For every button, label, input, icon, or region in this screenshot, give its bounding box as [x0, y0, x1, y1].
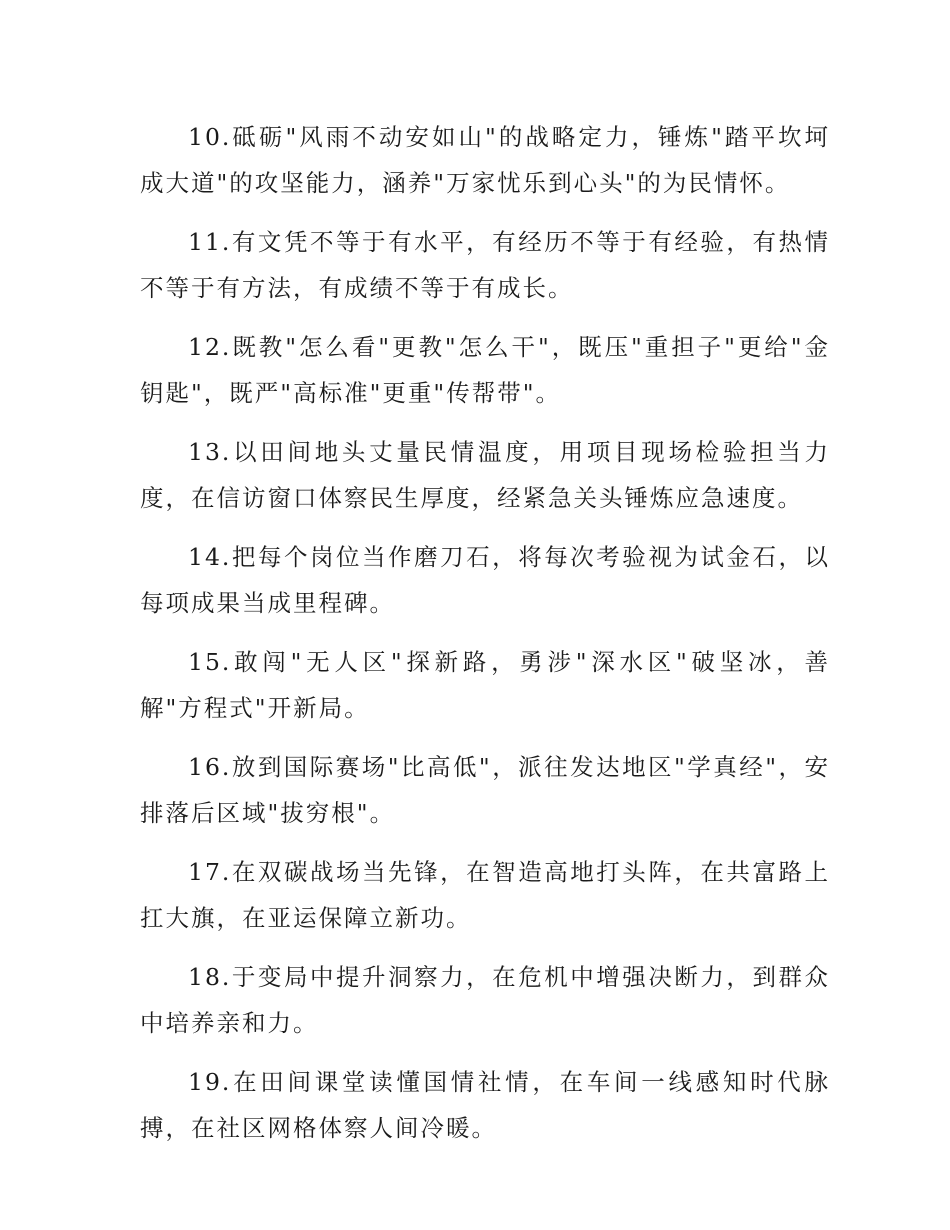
list-item: 11.有文凭不等于有水平，有经历不等于有经验，有热情不等于有方法，有成绩不等于有成长。 — [140, 228, 830, 302]
document-body — [140, 114, 830, 1164]
list-item: 16.放到国际赛场"比高低"，派往发达地区"学真经"，安排落后区域"拔穷根"。 — [140, 753, 830, 827]
list-item: 10.砥砺"风雨不动安如山"的战略定力，锤炼"踏平坎坷成大道"的攻坚能力，涵养"万家忧乐到心头"的为民情怀。 — [140, 123, 830, 197]
list-item: 19.在田间课堂读懂国情社情，在车间一线感知时代脉搏，在社区网格体察人间冷暖。 — [140, 1068, 830, 1142]
list-item: 12.既教"怎么看"更教"怎么干"，既压"重担子"更给"金钥匙"，既严"高标准"更重"传帮带"。 — [140, 333, 830, 407]
list-item: 18.于变局中提升洞察力，在危机中增强决断力，到群众中培养亲和力。 — [140, 963, 830, 1037]
list-item: 14.把每个岗位当作磨刀石，将每次考验视为试金石，以每项成果当成里程碑。 — [140, 543, 830, 617]
list-item: 17.在双碳战场当先锋，在智造高地打头阵，在共富路上扛大旗，在亚运保障立新功。 — [140, 858, 830, 932]
list-item: 13.以田间地头丈量民情温度，用项目现场检验担当力度，在信访窗口体察民生厚度，经紧急关头锤炼应急速度。 — [140, 438, 830, 512]
list-item: 15.敢闯"无人区"探新路，勇涉"深水区"破坚冰，善解"方程式"开新局。 — [140, 648, 830, 722]
